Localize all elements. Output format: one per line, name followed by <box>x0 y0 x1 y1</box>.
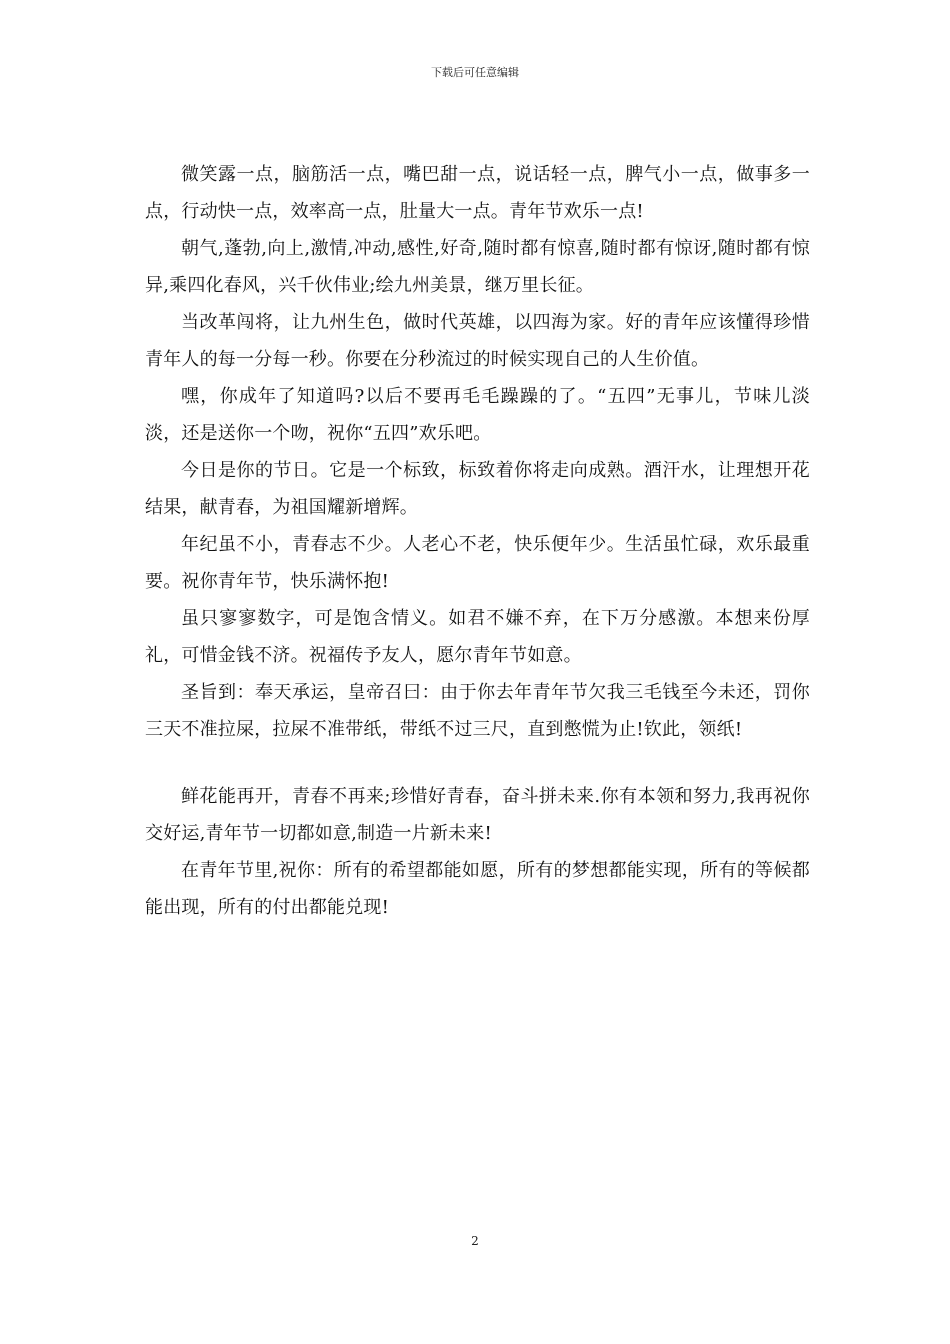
paragraph: 嘿，你成年了知道吗?以后不要再毛毛躁躁的了。“五四”无事儿，节味儿淡淡，还是送你一个吻，祝你“五四”欢乐吧。 <box>145 386 810 444</box>
page-header: 下载后可任意编辑 <box>431 66 519 79</box>
paragraph: 朝气,蓬勃,向上,激情,冲动,感性,好奇,随时都有惊喜,随时都有惊讶,随时都有惊异,乘四化春风，兴千伙伟业;绘九州美景，继万里长征。 <box>145 238 810 296</box>
page-number: 2 <box>471 1234 479 1248</box>
document-body <box>145 156 810 926</box>
paragraph: 微笑露一点，脑筋活一点，嘴巴甜一点，说话轻一点，脾气小一点，做事多一点，行动快一点，效率高一点，肚量大一点。青年节欢乐一点! <box>145 164 810 222</box>
paragraph: 当改革闯将，让九州生色，做时代英雄，以四海为家。好的青年应该懂得珍惜青年人的每一分每一秒。你要在分秒流过的时候实现自己的人生价值。 <box>145 312 810 370</box>
paragraph: 鲜花能再开，青春不再来;珍惜好青春，奋斗拼未来.你有本领和努力,我再祝你交好运,青年节一切都如意,制造一片新未来! <box>145 786 810 844</box>
paragraph: 年纪虽不小，青春志不少。人老心不老，快乐便年少。生活虽忙碌，欢乐最重要。祝你青年节，快乐满怀抱! <box>145 534 810 592</box>
paragraph: 今日是你的节日。它是一个标致，标致着你将走向成熟。酒汗水，让理想开花结果，献青春，为祖国耀新增辉。 <box>145 460 810 518</box>
paragraph-gap <box>145 748 810 778</box>
paragraph: 虽只寥寥数字，可是饱含情义。如君不嫌不弃，在下万分感激。本想来份厚礼，可惜金钱不济。祝福传予友人，愿尔青年节如意。 <box>145 608 810 666</box>
paragraph: 在青年节里,祝你：所有的希望都能如愿，所有的梦想都能实现，所有的等候都能出现，所有的付出都能兑现! <box>145 860 810 918</box>
paragraph: 圣旨到：奉天承运，皇帝召曰：由于你去年青年节欠我三毛钱至今未还，罚你三天不准拉屎，拉屎不准带纸，带纸不过三尺，直到憋慌为止!钦此，领纸! <box>145 682 810 740</box>
